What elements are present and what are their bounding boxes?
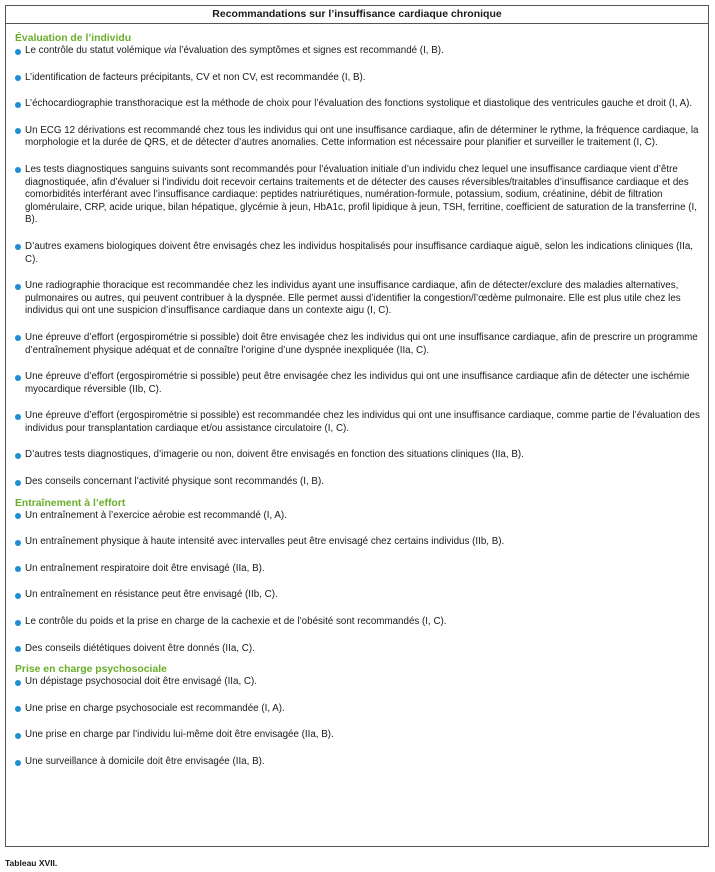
recommendations-table: [5, 5, 709, 847]
bullet-dot-icon: [15, 733, 21, 739]
recommendation-text: Le contrôle du statut volémique via l’évaluation des symptômes et signes est recommandé (I, B).: [25, 45, 444, 56]
bullet-dot-icon: [15, 513, 21, 519]
bullet-dot-icon: [15, 335, 21, 341]
bullet-dot-icon: [15, 646, 21, 652]
recommendation-item: [15, 563, 700, 576]
bullet-dot-icon: [15, 620, 21, 626]
bullet-dot-icon: [15, 375, 21, 381]
recommendation-text: Un entraînement à l’exercice aérobie est recommandé (I, A).: [25, 509, 287, 521]
bullet-dot-icon: [15, 167, 21, 173]
recommendation-text: Un entraînement en résistance peut être envisagé (IIb, C).: [25, 589, 278, 601]
bullet-dot-icon: [15, 680, 21, 686]
bullet-dot-icon: [15, 540, 21, 546]
recommendation-item: [15, 410, 700, 435]
recommendation-text: Une épreuve d’effort (ergospirométrie si possible) est recommandée chez les individus qui ont une insuffisance cardiaque, comme partie de l’évaluation des individus pour transplantation cardiaque et/ou assistance circulatoire (I, C).: [25, 410, 700, 434]
table-caption: Tableau XVII.: [5, 858, 58, 868]
recommendation-item: [15, 332, 700, 357]
recommendation-text: Une radiographie thoracique est recommandée chez les individus ayant une insuffisance cardiaque, afin de détecter/exclure des maladies alternatives, pulmonaires ou autres, qui peuvent contribuer à la dyspnée. Elle permet aussi d’identifier la congestion/l’œdème pulmonaire. Elle est plus utile chez les individus qui ont une suspicion d’insuffisance cardiaque dans un contexte aigu (I, C).: [25, 280, 681, 317]
recommendation-text: Un entraînement respiratoire doit être envisagé (IIa, B).: [25, 562, 265, 574]
bullet-dot-icon: [15, 480, 21, 486]
recommendation-text: Une prise en charge psychosociale est recommandée (I, A).: [25, 702, 285, 714]
table-body: [6, 24, 708, 769]
recommendation-item: [15, 98, 700, 111]
recommendation-text: Des conseils diététiques doivent être donnés (IIa, C).: [25, 642, 255, 654]
recommendation-text: Une prise en charge par l’individu lui-même doit être envisagée (IIa, B).: [25, 729, 334, 741]
recommendation-item: [15, 125, 700, 150]
recommendation-text: Un entraînement physique à haute intensité avec intervalles peut être envisagé chez certains individus (IIb, B).: [25, 536, 505, 548]
bullet-dot-icon: [15, 453, 21, 459]
recommendation-text: D’autres examens biologiques doivent être envisagés chez les individus hospitalisés pour insuffisance cardiaque aiguë, selon les indications cliniques (IIa, C).: [25, 240, 694, 265]
recommendation-item: [15, 756, 700, 769]
recommendation-item: [15, 476, 700, 489]
recommendation-text: Les tests diagnostiques sanguins suivants sont recommandés pour l’évaluation initiale d’un individu chez lequel une insuffisance cardiaque vient d’être diagnostiquée, afin d’évaluer si l’individu doit recevoir certains traitements et de détecter des causes réversibles/traitables d’insuffisance cardiaque et des comorbidités interférant avec l’insuffisance cardiaque: peptides natriurétiques, numération-formule, potassium, sodium, créatinine, débit de filtration glomérulaire, CRP, acide urique, bilan hépatique, glycémie à jeun, HbA1c, profil lipidique à jeun, TSH, ferritine, coefficient de saturation de la transferrine (I, B).: [25, 163, 698, 226]
recommendation-text: Un dépistage psychosocial doit être envisagé (IIa, C).: [25, 676, 257, 688]
bullet-dot-icon: [15, 593, 21, 599]
recommendation-item: [15, 72, 700, 85]
recommendation-text: Des conseils concernant l’activité physique sont recommandés (I, B).: [25, 476, 324, 488]
bullet-dot-icon: [15, 75, 21, 81]
recommendation-item: [15, 371, 700, 396]
recommendation-text: Le contrôle du poids et la prise en charge de la cachexie et de l’obésité sont recommandés (I, C).: [25, 616, 447, 628]
recommendation-item: [15, 449, 700, 462]
recommendation-text: L’identification de facteurs précipitants, CV et non CV, est recommandée (I, B).: [25, 71, 366, 83]
recommendation-text: Un ECG 12 dérivations est recommandé chez tous les individus qui ont une insuffisance cardiaque, afin de déterminer le rythme, la fréquence cardiaque, la morphologie et la durée de QRS, et de détecter d’autres anomalies. Cette information est nécessaire pour planifier et surveiller le traitement (I, C).: [25, 124, 699, 149]
recommendation-item: [15, 536, 700, 549]
table-title: Recommandations sur l’insuffisance cardiaque chronique: [6, 6, 708, 24]
recommendation-text: L’échocardiographie transthoracique est la méthode de choix pour l’évaluation des fonctions systolique et diastolique des ventricules gauche et droit (I, A).: [25, 98, 693, 110]
bullet-dot-icon: [15, 760, 21, 766]
recommendation-item: [15, 643, 700, 656]
bullet-dot-icon: [15, 414, 21, 420]
bullet-dot-icon: [15, 128, 21, 134]
bullet-dot-icon: [15, 566, 21, 572]
bullet-dot-icon: [15, 49, 21, 55]
section-heading: Prise en charge psychosociale: [15, 664, 167, 676]
section-heading: Évaluation de l’individu: [15, 33, 132, 44]
bullet-dot-icon: [15, 284, 21, 290]
recommendation-item: [15, 510, 700, 523]
recommendation-item: [15, 589, 700, 602]
recommendation-item: [15, 45, 700, 58]
recommendation-item: [15, 164, 700, 227]
recommendation-text: Une épreuve d’effort (ergospirométrie si possible) doit être envisagée chez les individus qui ont une insuffisance cardiaque, afin de prescrire un programme d’entraînement physique adéquat et de connaître l’origine d’une dyspnée inexpliquée (IIa, C).: [25, 331, 698, 356]
section-heading: Entraînement à l’effort: [15, 497, 126, 509]
recommendation-text: Une épreuve d’effort (ergospirométrie si possible) peut être envisagée chez les individus qui ont une insuffisance cardiaque afin de détecter une ischémie myocardique réversible (IIb, C).: [25, 371, 690, 395]
bullet-dot-icon: [15, 102, 21, 108]
bullet-dot-icon: [15, 706, 21, 712]
recommendation-item: [15, 676, 700, 689]
recommendation-text: D’autres tests diagnostiques, d’imagerie ou non, doivent être envisagés en fonction des situations cliniques (IIa, B).: [25, 449, 524, 461]
recommendation-item: [15, 241, 700, 266]
recommendation-text: Une surveillance à domicile doit être envisagée (IIa, B).: [25, 756, 265, 767]
bullet-dot-icon: [15, 244, 21, 250]
recommendation-item: [15, 280, 700, 318]
recommendation-item: [15, 729, 700, 742]
recommendation-item: [15, 616, 700, 629]
recommendation-item: [15, 703, 700, 716]
